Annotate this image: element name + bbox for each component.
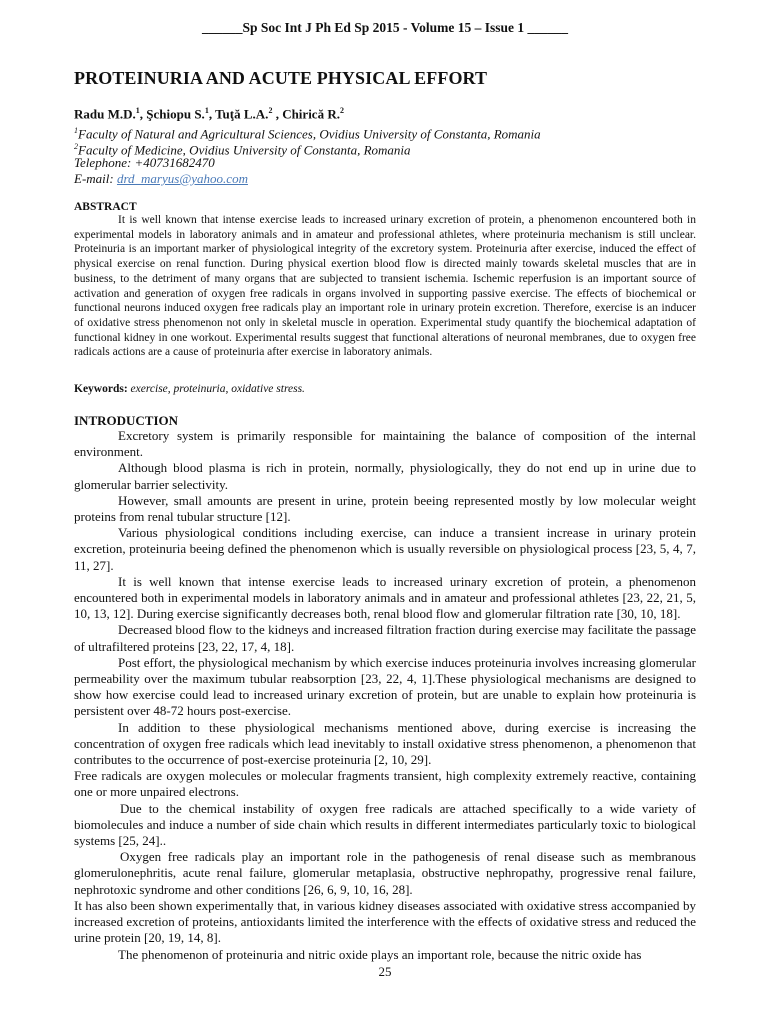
paragraph: In addition to these physiological mechanisms mentioned above, during exercise is increasing the concentration of oxygen free radicals which lead inevitably to install oxidative stress phenomenon, a phenomenon that contributes to the occurrence of post-exercise proteinuria [2, 10, 29]. [74,719,696,768]
paragraph: However, small amounts are present in urine, protein beeing represented mostly by low molecular weight proteins from renal tubular structure [12]. [74,492,696,525]
affiliation-mark: 2 [74,142,78,151]
paragraph: Free radicals are oxygen molecules or molecular fragments transient, high complexity extremely reactive, containing one or more unpaired electrons. [74,768,696,800]
paragraph: Various physiological conditions including exercise, can induce a transient increase in urinary protein excretion, proteinuria beeing defined the phenomenon which is usually reversible on physiological process [23, 5, 4, 7, 11, 27]. [74,525,696,573]
introduction-heading: INTRODUCTION [74,413,179,428]
paragraph: Post effort, the physiological mechanism by which exercise induces proteinuria involves increasing glomerular permeability over the maximum tubular reabsorption [23, 22, 4, 1].These physiological mechanisms are designed to show how exercise could lead to increased urinary excretion of protein, but are unable to explain how proteinuria is persistent over 48-72 hours post-exercise. [74,654,696,719]
keywords-label: Keywords: [74,383,128,395]
paragraph: Excretory system is primarily responsible for maintaining the balance of composition of the internal environment. [74,428,696,460]
author-affiliation-mark: 1 [135,106,140,115]
email-line [74,171,248,187]
author-name: , Chirică R. [272,106,340,122]
email-label: E-mail: [74,171,117,186]
paper-title: PROTEINURIA AND ACUTE PHYSICAL EFFORT [74,68,488,88]
abstract-heading: ABSTRACT [74,201,137,213]
keywords [74,383,305,395]
paragraph: Oxygen free radicals play an important role in the pathogenesis of renal disease such as membranous glomerulonephritis, acute renal failure, glomerular metaplasia, obstructive nephropathy, progressive renal failure, nephrotoxic syndrome and other conditions [26, 6, 9, 10, 16, 28]. [74,849,696,897]
author-list [74,106,344,122]
author-name: , Tuţă L.A. [208,106,269,122]
telephone: Telephone: +40731682470 [74,155,215,170]
introduction-body [74,428,696,963]
paragraph: Due to the chemical instability of oxygen free radicals are attached specifically to a wide variety of biomolecules and induce a number of side chain which results in different intermediates particularly toxic to biological systems [25, 24].. [74,800,696,849]
affiliation-text: Faculty of Natural and Agricultural Sciences, Ovidius University of Constanta, Romania [78,126,541,142]
affiliation-mark: 1 [74,126,78,135]
abstract-text: It is well known that intense exercise leads to increased urinary excretion of protein, a phenomenon encountered both in experimental models in laboratory animals and in amateur and professional athletes, where proteinuria mechanism is still unclear. Proteinuria is an important marker of physiological integrity of the excretory system. Proteinuria after exercise, induced the effect of physical exercise on renal function. During physical exertion blood flow is directed mainly towards skeletal muscles that are in business, to the detriment of many organs that are subjected to transient ischemia. Ischemic reperfusion is an important source of activation and generation of oxygen free radicals in organs involved in supporting passive exercise. The effects of biochemical or functional neurons induced oxygen free radicals play an important role in urinary protein excretion. Therefore, exercise is an inducer of oxidative stress phenomenon not only in skeletal muscle in operation. Experimental study quantify the biochemical adaptation of functional kidney in one workout. Experimental results suggest that functional alterations of neuronal membranes, due to oxygen free radicals actions are a cause of proteinuria after exercise in laboratory animals. [74,214,696,359]
journal-header: ______Sp Soc Int J Ph Ed Sp 2015 - Volume 15 – Issue 1 ______ [201,20,569,35]
affiliation-text: Faculty of Medicine, Ovidius University of Constanta, Romania [78,142,411,158]
page-number: 25 [378,964,392,979]
paragraph: It is well known that intense exercise leads to increased urinary excretion of protein, a phenomenon encountered both in experimental models in laboratory animals and in amateur and professional athletes [23, 22, 21, 5, 10, 13, 12]. During exercise significantly decreases both, renal blood flow and glomerular filtration rate [30, 10, 18]. [74,573,696,622]
paragraph: Although blood plasma is rich in protein, normally, physiologically, they do not end up in urine due to glomerular barrier selectivity. [74,460,696,492]
paragraph: It has also been shown experimentally that, in various kidney diseases associated with oxidative stress accompanied by increased excretion of proteins, antioxidants limited the interference with the effects of oxidative stress and reduced the urine protein [20, 19, 14, 8]. [74,897,696,946]
author-affiliation-mark: 2 [339,106,344,115]
paragraph: The phenomenon of proteinuria and nitric oxide plays an important role, because the nitric oxide has [118,946,642,962]
author-affiliation-mark: 1 [204,106,209,115]
author-name: Radu M.D. [74,106,136,122]
email-link[interactable]: drd_maryus@yahoo.com [116,171,248,186]
author-name: , Şchiopu S. [139,106,205,122]
paragraph: Decreased blood flow to the kidneys and increased filtration fraction during exercise may facilitate the passage of ultrafiltered proteins [23, 22, 17, 4, 18]. [74,622,696,654]
keywords-text: exercise, proteinuria, oxidative stress. [127,383,305,395]
author-affiliation-mark: 2 [268,106,273,115]
